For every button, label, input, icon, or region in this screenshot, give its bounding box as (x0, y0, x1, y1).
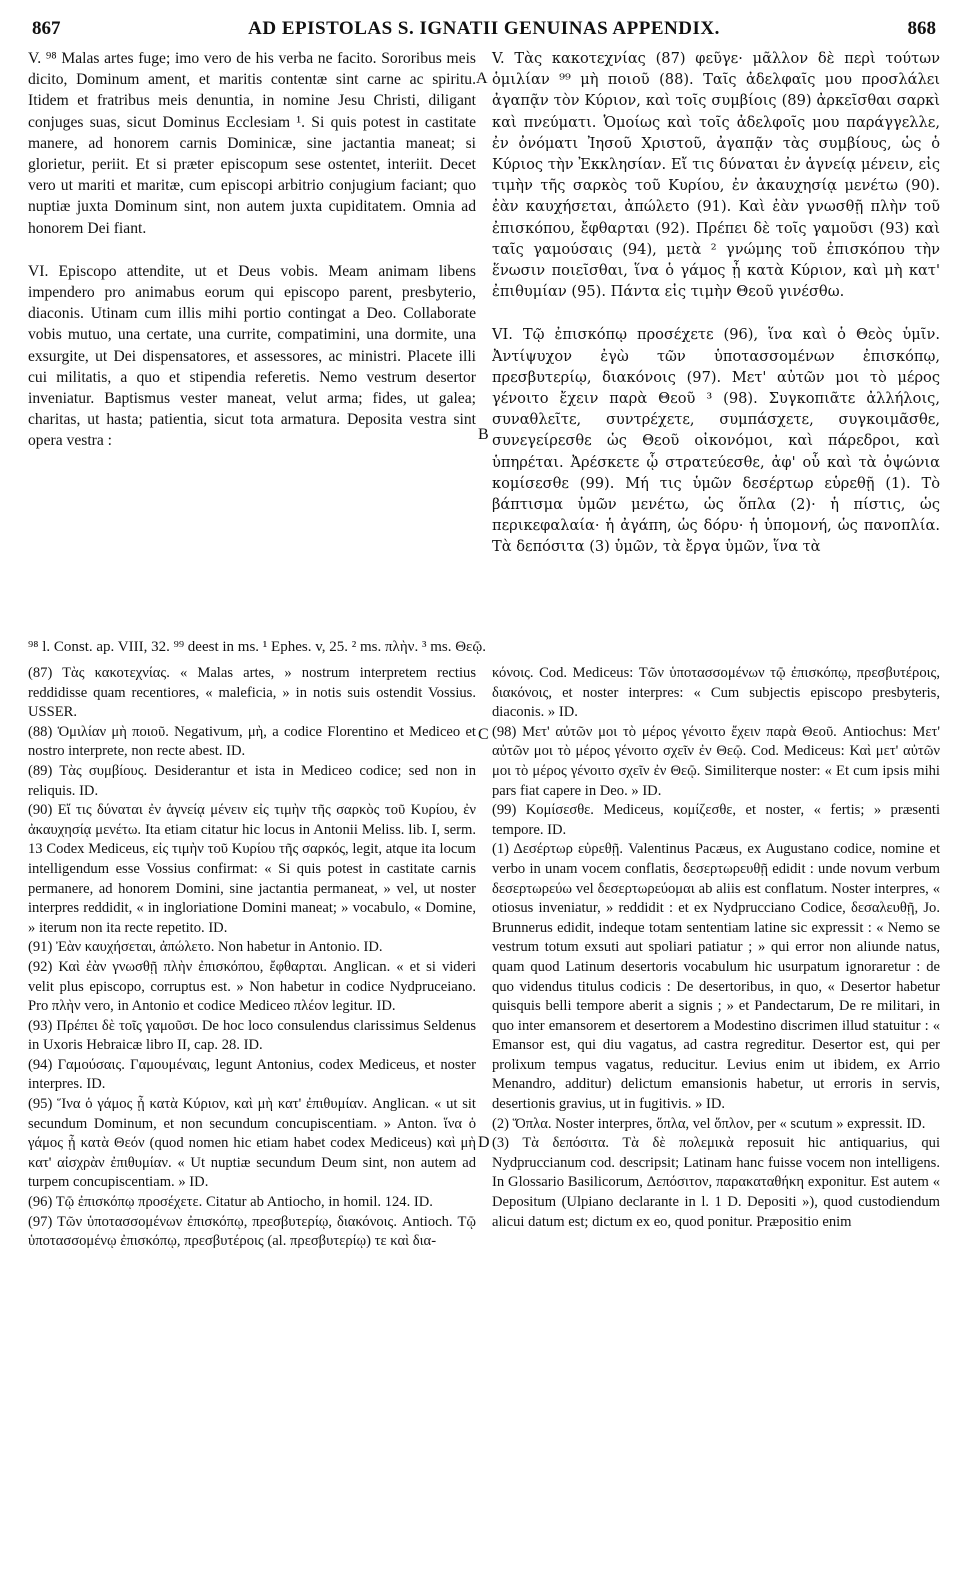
commentary-notes (28, 664, 940, 1582)
note-99: (99) Κομίσεσθε. Mediceus, κομίζεσθε, et noster, « fertis; » præsenti tempore. ID. (492, 802, 940, 838)
note-95: (95) Ἵνα ὁ γάμος ᾖ κατὰ Κύριον, καὶ μὴ κατ' ἐπιθυμίαν. Anglican. « ut sit secundum Dominum, et non secundum concupiscentiam. » Anton. ἵνα ὁ γάμος ᾖ κατὰ Θεόν (quod nomen hic etiam habet codex Mediceus) καὶ μὴ κατ' αἰσχρὰν ἐπιθυμίαν. « Ut nuptiæ secundum Deum sint, non autem ad turpem concupiscentiam. » ID. (28, 1096, 476, 1191)
note-91: (91) Ἐὰν καυχήσεται, ἀπώλετο. Non habetur in Antonio. ID. (28, 939, 383, 956)
greek-column (492, 48, 940, 558)
greek-paragraph-6: VI. Τῷ ἐπισκόπῳ προσέχετε (96), ἵνα καὶ ὁ Θεὸς ὑμῖν. Ἀντίψυχον ἐγὼ τῶν ὑποτασσομένων ἐπισκόπῳ, πρεσβυτερίῳ, διακόνοις (97). Μετ' αὐτῶν μοι τὸ μέρος γένοιτο ἔχειν παρὰ Θεοῦ ³ (98). Συγκοπιᾶτε ἀλλήλοις, συναθλεῖτε, συντρέχετε, συμπάσχετε, συγκοιμᾶσθε, συνεγείρεσθε ὡς Θεοῦ οἰκονόμοι, καὶ πάρεδροι, καὶ ὑπηρέται. Ἀρέσκετε ᾧ στρατεύεσθε, ἀφ' οὗ καὶ τὰ ὀψώνια κομίσεσθε (99). Μή τις ὑμῶν δεσέρτωρ εὑρεθῇ (1). Τὸ βάπτισμα ὑμῶν μενέτω, ὡς ὅπλα (2)· ἡ πίστις, ὡς περικεφαλαία· ἡ ἀγάπη, ὡς δόρυ· ἡ ὑπομονή, ὡς πανοπλία. Τὰ δεπόσιτα (3) ὑμῶν, τὰ ἔργα ὑμῶν, ἵνα τὰ (492, 326, 940, 556)
notes-left-column (28, 664, 476, 1252)
page (28, 12, 940, 1582)
note-93: (93) Πρέπει δὲ τοῖς γαμοῦσι. De hoc loco consulendus clarissimus Seldenus in Uxoris Hebraicæ libro II, cap. 28. ID. (28, 1017, 476, 1054)
notes-right-column (492, 664, 940, 1232)
page-number-left: 867 (32, 18, 61, 39)
note-97-cont: κόνοις. Cod. Mediceus: Τῶν ὑποτασσομένων τῷ ἐπισκόπῳ, πρεσβυτέροις, διακόνοις, et noster interpres: « Cum subjectis episcopo presbyteris, diaconis. » ID. (492, 665, 940, 721)
note-88: (88) Ὁμιλίαν μὴ ποιοῦ. Negativum, μὴ, a codice Florentino et Mediceo et nostro interprete, non recte abest. ID. (28, 723, 476, 760)
note-3: (3) Τὰ δεπόσιτα. Τὰ δὲ πολεμικὰ reposuit hic antiquarius, qui Nydpruccianum cod. descripsit; Latinam hanc fuisse vocem non intelligens. In Glossario Basilicorum, Δεπόσιτον, παρακαταθήκη exponitur. Est autem « Depositum (Ulpiano declarante in l. 1 D. Depositi »), quod custodiendum alicui datum est; dictum ex eo, quod ponitur. Præpositio enim (492, 1135, 940, 1230)
note-1: (1) Δεσέρτωρ εὑρεθῇ. Valentinus Pacæus, ex Augustano codice, nomine et verbo in unam vocem conflatis, δεσερτωρευθῇ edidit : unde novum verbum δεσερτωρεύω vel δεσερτωρεύομαι ab aliis est conflatum. Noster interpres, « otiosus inveniatur, » reddidit : et ex Nydprucciano Codice, δεσαλευθῇ, Jo. Brunnerus edidit, indeque totam sententiam latine sic expressit : « Nemo se vestrum totum exsuti aut spoliari patiatur ; » qui error non aliunde natus, quam quod Latinum desertoris vocabulum hic usurpatum ignoraretur : de quo videndus titulus codicis : De desertoribus, in quo, « Desertor habetur quisquis belli tempore aberit a signis ; » et Pandectarum, De re militari, in quo inter emansorem et desertorem a Modestino discrimen illud statuitur : « Emansor est, qui diu vagatus, ad castra regreditur. Desertor est, qui per prolixum tempus vagatus, reducitur. Levius enim ut ibidem, ex Arrio Menandro, additur) delictum emansionis habetur, ut erroris in servis, desertionis gravius, ut in fugitivis. » ID. (492, 841, 940, 1113)
note-87: (87) Τὰς κακοτεχνίας. « Malas artes, » nostrum interpretem rectius reddidisse quam recentiores, « maleficia, » in notis suis ostendit Vossius. USSER. (28, 665, 476, 721)
margin-letter-b: B (478, 426, 489, 443)
greek-paragraph-5: V. Τὰς κακοτεχνίας (87) φεῦγε· μᾶλλον δὲ περὶ τούτων ὁμιλίαν ⁹⁹ μὴ ποιοῦ (88). Ταῖς ἀδελφαῖς μου προσλάλει ἀγαπᾷν τὸν Κύριον, καὶ τοῖς συμβίοις (89) ἀρκεῖσθαι σαρκὶ καὶ πνεύματι. Ὁμοίως καὶ τοῖς ἀδελφοῖς μου παράγγελλε, ἐν ὀνόματι Ἰησοῦ Χριστοῦ, ἀγαπᾷν τὰς συμβίους, ὡς ὁ Κύριος τὴν Ἐκκλησίαν. Εἴ τις δύναται ἐν ἁγνείᾳ μένειν, εἰς τιμὴν τῆς σαρκὸς τοῦ Κυρίου, ἐν ἀκαυχησίᾳ μενέτω (90). ἐὰν καυχήσεται, ἀπώλετο (91). Καὶ ἐὰν γνωσθῇ πλὴν τοῦ ἐπισκόπου, ἔφθαρται (92). Πρέπει δὲ τοῖς γαμοῦσι (93) καὶ ταῖς γαμούσαις (94), μετὰ ² γνώμης τοῦ ἐπισκόπου τὴν ἕνωσιν ποιεῖσθαι, ἵνα ὁ γάμος ᾖ κατὰ Κύριον, καὶ μὴ κατ' ἐπιθυμίαν (95). Πάντα εἰς τιμὴν Θεοῦ γινέσθω. (492, 50, 940, 301)
note-90: (90) Εἴ τις δύναται ἐν ἁγνείᾳ μένειν εἰς τιμὴν τῆς σαρκὸς τοῦ Κυρίου, ἐν ἀκαυχησίᾳ μενέτω. Ita etiam citatur hic locus in Antonii Meliss. lib. I, serm. 13 Codex Mediceus, εἰς τιμὴν τοῦ Κυρίου τῆς σαρκός, legit, atque ita locum intelligendum esse Vossius confirmat: « Si quis potest in castitate carnis permanere, ad honorem Domini, sine jactantia permaneat, » vel, ut noster interpres reddidit, « in ingloriatione Domini maneat; » vocabulo, « Domine, » iterum non ita recte repetito. ID. (28, 802, 476, 936)
apparatus-footnotes: ⁹⁸ l. Const. ap. VIII, 32. ⁹⁹ deest in ms. ¹ Ephes. v, 25. ² ms. πλὴν. ³ ms. Θεῷ. (28, 639, 486, 655)
note-97: (97) Τῶν ὑποτασσομένων ἐπισκόπῳ, πρεσβυτερίῳ, διακόνοις. Antioch. Τῷ ὑποτασσομένῳ ἐπισκόπῳ, πρεσβυτέροις (al. πρεσβυτερίῳ) τε καὶ δια- (28, 1213, 476, 1250)
page-header (28, 12, 940, 42)
running-title: AD EPISTOLAS S. IGNATII GENUINAS APPENDIX. (248, 18, 720, 39)
note-98: (98) Μετ' αὐτῶν μοι τὸ μέρος γένοιτο ἔχειν παρὰ Θεοῦ. Antiochus: Μετ' αὐτῶν μοι τὸ μέρος γένοιτο σχεῖν ἐν Θεῷ. Cod. Mediceus: Καὶ μετ' αὐτῶν μοι τὸ μέρος γένοιτο σχεῖν ἐν Θεῷ. Similiterque noster: « Et cum ipsis mihi pars fiat capere in Deo. » ID. (492, 723, 940, 799)
note-96: (96) Τῷ ἐπισκόπῳ προσέχετε. Citatur ab Antiocho, in homil. 124. ID. (28, 1194, 433, 1211)
margin-letter-a: A (476, 70, 488, 87)
note-92: (92) Καὶ ἐὰν γνωσθῇ πλὴν ἐπισκόπου, ἔφθαρται. Anglican. « et si videri velit plus episcopo, corruptus est. » Non habetur in codice Nydpruceiano. Pro πλὴν vero, in Antonio et codice Mediceo πλέον legitur. ID. (28, 958, 476, 1015)
note-2: (2) Ὅπλα. Noster interpres, ὅπλα, vel ὅπλον, per « scutum » expressit. ID. (492, 1115, 926, 1132)
latin-paragraph-5: V. ⁹⁸ Malas artes fuge; imo vero de his verba ne facito. Sororibus meis dicito, Dominum ament, et maritis contentæ sint carne ac spiritu. Itidem et fratribus meis denuntia, in nomine Jesu Christi, diligant conjuges suas, sicut Dominus Ecclesiam ¹. Si quis potest in castitate manere, ad honorem carnis Dominicæ, sine jactantia maneat; si glorietur, periit. Et si præter episcopum sese ostentet, interiit. Decet vero ut mariti et maritæ, cum episcopi arbitrio conjugium faciant; quo nuptiæ juxta Dominum sint, non autem juxta cupiditatem. Omnia ad honorem Dei fiant. (28, 50, 476, 237)
note-89: (89) Τὰς συμβίους. Desiderantur et ista in Mediceo codice; sed non in reliquis. ID. (28, 762, 476, 799)
margin-letter-d: D (478, 1134, 490, 1151)
page-number-right: 868 (907, 18, 936, 39)
margin-letter-c: C (478, 726, 489, 743)
main-text (28, 48, 940, 648)
note-94: (94) Γαμούσαις. Γαμουμέναις, legunt Antonius, codex Mediceus, et noster interpres. ID. (28, 1056, 476, 1093)
latin-paragraph-6: VI. Episcopo attendite, ut et Deus vobis. Meam animam libens impendero pro animabus eorum qui episcopo parent, presbyterio, diaconis. Utinam cum illis mihi portio contingat a Deo. Collaborate vobis mutuo, una certate, una currite, compatimini, una dormite, una exsurgite, ut Dei dispensatores, et assessores, ac ministri. Placete illi cui militatis, a quo et stipendia referetis. Nemo vestrum desertor inveniatur. Baptismus vester maneat, velut arma; fides, ut galea; charitas, ut hasta; patientia, sicut tota armatura. Deposita vestra sint opera vestra : (28, 262, 476, 450)
latin-column (28, 48, 476, 452)
